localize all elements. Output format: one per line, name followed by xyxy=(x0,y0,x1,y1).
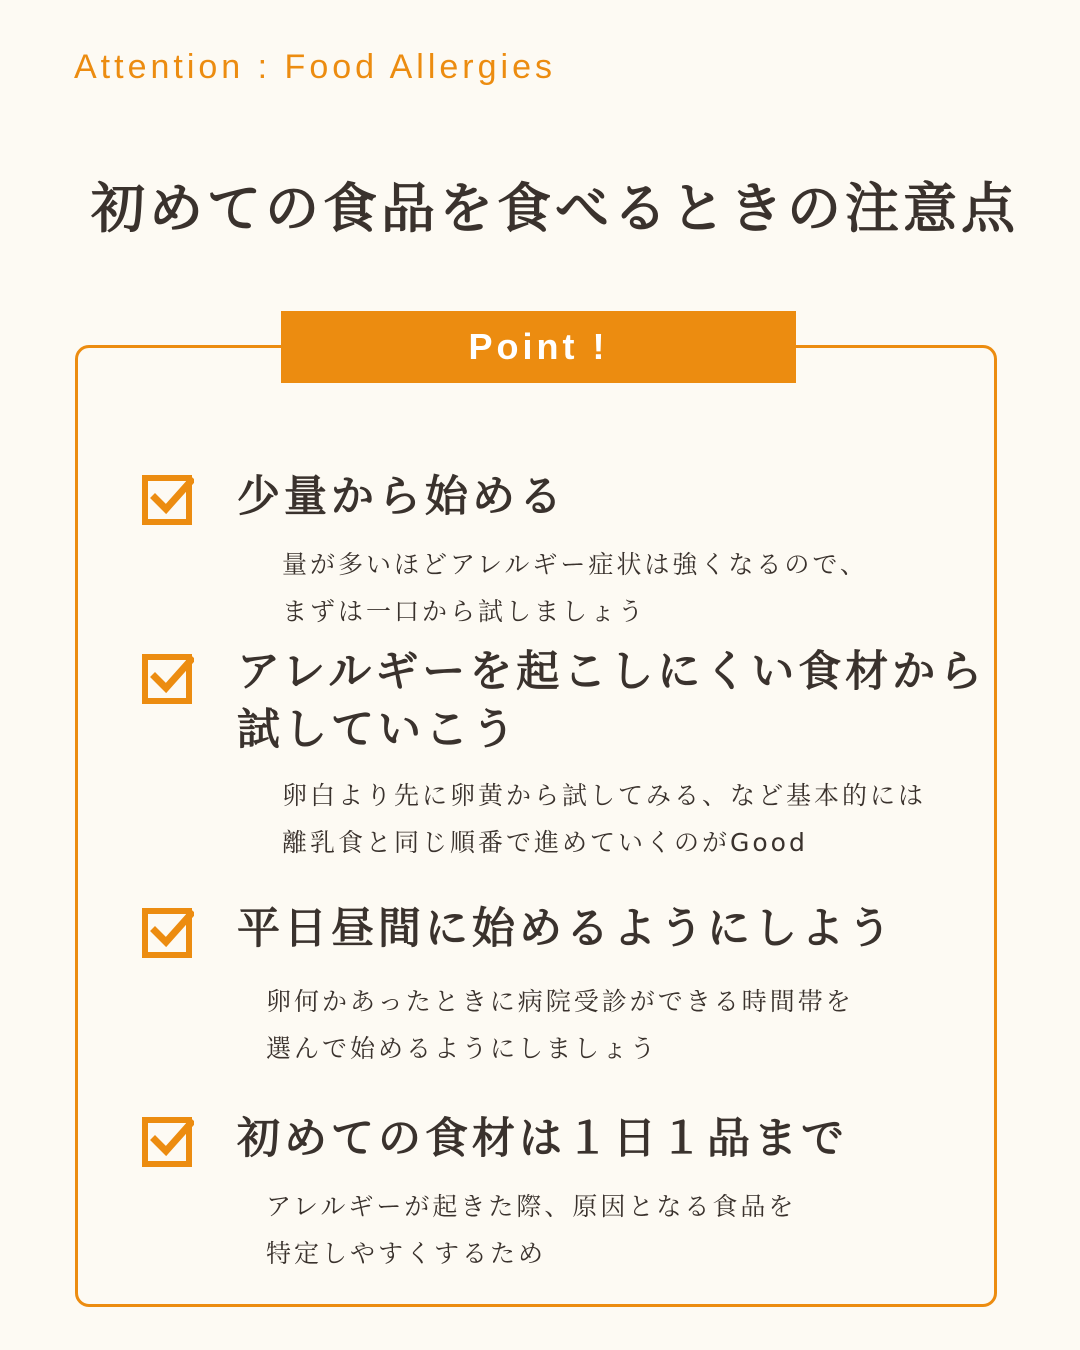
item-3-description xyxy=(266,978,854,1072)
checkbox-checked-icon xyxy=(142,1115,194,1167)
item-1-title-line: 少量から始める xyxy=(237,472,566,522)
item-1-desc-line: 量が多いほどアレルギー症状は強くなるので、 xyxy=(282,550,868,579)
eyebrow-heading: Attention : Food Allergies xyxy=(74,48,557,86)
item-1-title xyxy=(237,468,566,526)
item-4-description xyxy=(266,1183,796,1277)
item-1-desc-line: まずは一口から試しましょう xyxy=(282,597,647,626)
item-2-description xyxy=(282,772,926,866)
page-title: 初めての食品を食べるときの注意点 xyxy=(91,177,1019,240)
item-4-title xyxy=(237,1110,848,1168)
item-2-title-line: 試していこう xyxy=(237,705,519,755)
item-3-title-line: 平日昼間に始めるようにしよう xyxy=(237,904,895,954)
item-2-desc-line: 離乳食と同じ順番で進めていくのがGood xyxy=(282,828,808,857)
checkbox-checked-icon xyxy=(142,473,194,525)
point-banner: Point ! xyxy=(281,311,796,383)
item-1-description xyxy=(282,541,868,635)
item-3-desc-line: 卵何かあったときに病院受診ができる時間帯を xyxy=(266,987,854,1016)
checkbox-checked-icon xyxy=(142,652,194,704)
item-4-desc-line: アレルギーが起きた際、原因となる食品を xyxy=(266,1192,797,1221)
item-4-desc-line: 特定しやすくするため xyxy=(266,1239,547,1268)
item-2-desc-line: 卵白より先に卵黄から試してみる、など基本的には xyxy=(282,781,927,810)
item-2-title-line: アレルギーを起こしにくい食材から xyxy=(237,647,987,697)
item-3-title xyxy=(237,900,895,958)
item-3-desc-line: 選んで始めるようにしましょう xyxy=(266,1034,659,1063)
item-2-title xyxy=(237,643,986,759)
item-4-title-line: 初めての食材は１日１品まで xyxy=(237,1114,848,1164)
checkbox-checked-icon xyxy=(142,906,194,958)
